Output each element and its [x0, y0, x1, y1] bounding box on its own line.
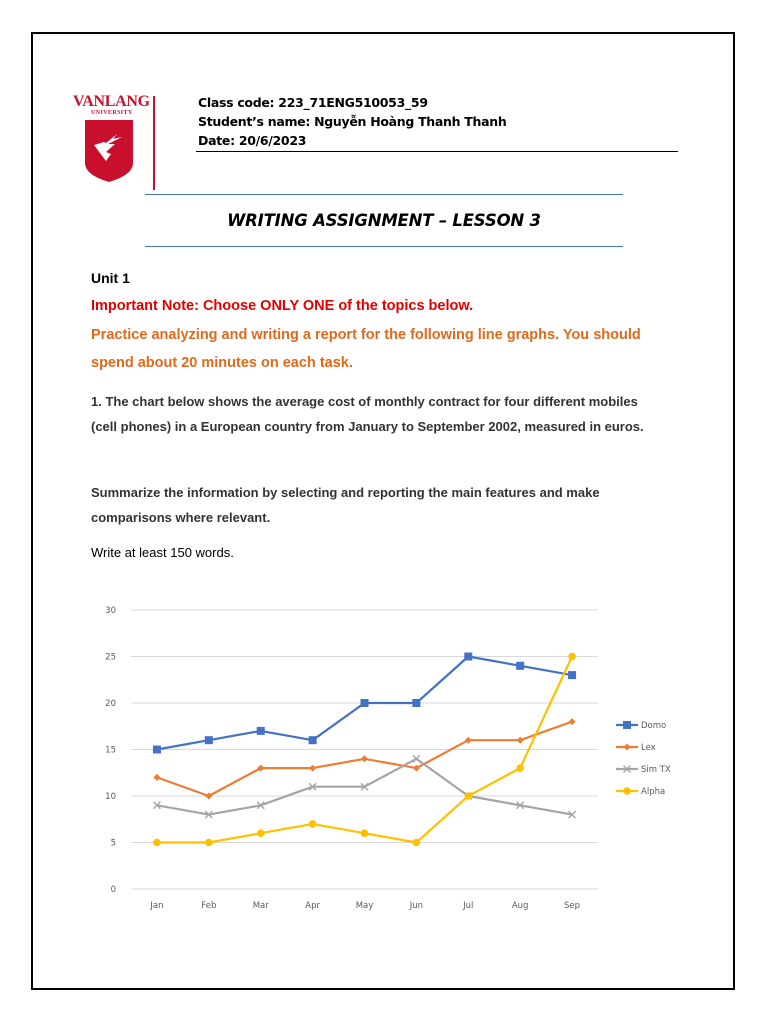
date: Date: 20/6/2023 — [198, 133, 307, 148]
header-info — [198, 93, 506, 150]
y-tick-label: 30 — [105, 606, 116, 616]
legend-label-sim-tx: Sim TX — [641, 765, 671, 775]
x-tick-label: Sep — [564, 901, 581, 911]
title-rule-bottom — [145, 246, 623, 247]
class-code: Class code: 223_71ENG510053_59 — [198, 95, 428, 110]
series-alpha-point — [309, 820, 317, 828]
page-title: WRITING ASSIGNMENT – LESSON 3 — [227, 211, 541, 230]
series-domo-point — [309, 736, 317, 744]
x-tick-label: Jan — [150, 901, 164, 911]
legend-lex-point — [624, 744, 631, 751]
x-tick-label: May — [355, 901, 374, 911]
summarize-instruction: Summarize the information by selecting and reporting the main features and make comparisons where relevant. — [91, 485, 600, 525]
legend-domo-point — [623, 721, 631, 729]
header-rule — [196, 151, 678, 152]
series-sim-tx-point — [413, 755, 420, 762]
series-lex-point — [361, 755, 368, 762]
series-alpha-point — [361, 829, 369, 837]
legend-alpha-point — [623, 787, 631, 795]
y-tick-label: 0 — [110, 885, 116, 895]
x-tick-label: Apr — [305, 901, 320, 911]
logo-divider — [153, 96, 155, 190]
x-tick-label: Jun — [409, 901, 424, 911]
series-lex-point — [517, 737, 524, 744]
series-domo-point — [153, 746, 161, 754]
university-logo-sub: UNIVERSITY — [91, 110, 133, 116]
word-count-instruction: Write at least 150 words. — [91, 545, 234, 560]
series-lex-point — [569, 718, 576, 725]
x-tick-label: Feb — [201, 901, 217, 911]
series-domo-point — [412, 699, 420, 707]
series-domo-point — [568, 671, 576, 679]
unit-heading: Unit 1 — [91, 270, 130, 286]
series-alpha-point — [257, 829, 265, 837]
series-lex-point — [309, 765, 316, 772]
x-tick-label: Jul — [463, 901, 474, 911]
university-logo-name: VANLANG — [73, 93, 150, 110]
y-tick-label: 10 — [105, 792, 116, 802]
student-name: Student’s name: Nguyễn Hoàng Thanh Thanh — [198, 114, 507, 129]
task-description: 1. The chart below shows the average cost of monthly contract for four different mobiles (cell phones) in a European country from January to September 2002, measured in euros. — [91, 394, 644, 434]
series-alpha-point — [153, 839, 161, 847]
title-rule-top — [145, 194, 623, 195]
series-domo-point — [516, 662, 524, 670]
university-shield-icon — [84, 119, 134, 183]
series-alpha-point — [568, 653, 576, 661]
series-alpha-point — [413, 839, 421, 847]
legend-label-domo: Domo — [641, 721, 667, 731]
legend-label-alpha: Alpha — [641, 787, 666, 797]
x-tick-label: Mar — [252, 901, 269, 911]
series-lex-point — [153, 774, 160, 781]
y-tick-label: 15 — [105, 745, 116, 756]
series-domo-point — [257, 727, 265, 735]
series-domo-point — [205, 736, 213, 744]
y-tick-label: 25 — [105, 652, 116, 663]
series-alpha-point — [205, 839, 213, 847]
y-tick-label: 5 — [110, 838, 116, 849]
important-note: Important Note: Choose ONLY ONE of the topics below. — [91, 298, 474, 314]
series-domo-point — [464, 653, 472, 661]
series-alpha-point — [516, 764, 524, 772]
line-chart — [96, 598, 716, 920]
y-tick-label: 20 — [105, 699, 116, 709]
series-alpha-point — [464, 792, 472, 800]
series-domo-point — [361, 699, 369, 707]
x-tick-label: Aug — [511, 901, 529, 911]
practice-note: Practice analyzing and writing a report for the following line graphs. You should spend about 20 minutes on each task. — [91, 327, 641, 371]
legend-label-lex: Lex — [641, 743, 656, 753]
